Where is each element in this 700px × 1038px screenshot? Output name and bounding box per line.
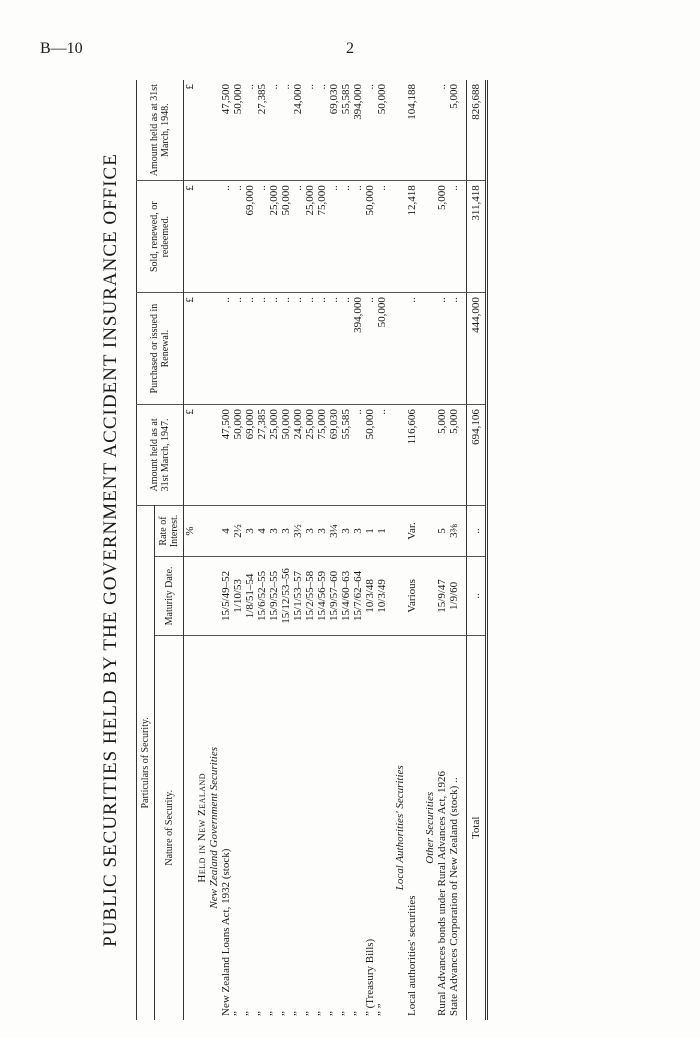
- amount-held-1947: 55,585: [340, 405, 352, 506]
- interest-rate: 4: [256, 505, 268, 556]
- maturity-date: 15/4/56–59: [316, 557, 328, 635]
- amount-purchased: 444,000: [467, 293, 487, 405]
- security-nature: ”: [340, 635, 352, 1020]
- amount-held-1947: ..: [376, 405, 388, 506]
- amount-purchased: 394,000: [352, 293, 364, 405]
- amount-purchased: ..: [340, 293, 352, 405]
- security-nature: New Zealand Loans Act, 1932 (stock): [220, 635, 232, 1020]
- table-row: [268, 80, 280, 1020]
- interest-rate: 3½: [292, 505, 304, 556]
- amount-held-1948: ..: [364, 84, 376, 90]
- interest-rate: 3: [352, 505, 364, 556]
- amount-purchased: ..: [244, 293, 256, 405]
- maturity-date: 15/9/47: [436, 557, 448, 635]
- amount-sold: ..: [232, 181, 244, 293]
- interest-rate: Var.: [406, 505, 418, 556]
- amount-sold: ..: [376, 181, 388, 293]
- table-row: [304, 80, 316, 1020]
- rotated-table-block: [100, 70, 680, 1030]
- amount-sold: 75,000: [316, 181, 328, 293]
- purchased-header: Purchased or issued in Renewal.: [137, 293, 184, 405]
- nature-header: Nature of Security.: [155, 635, 184, 1020]
- amount-held-1948: 50,000: [232, 84, 244, 115]
- amount-held-1947: 694,106: [467, 405, 487, 506]
- page-header: [40, 40, 660, 64]
- security-nature: ”: [256, 635, 268, 1020]
- amount-sold: 69,000: [244, 181, 256, 293]
- security-nature: ”: [244, 635, 256, 1020]
- total-row: [467, 80, 487, 1020]
- amount-purchased: 50,000: [376, 293, 388, 405]
- table-row: [406, 80, 418, 1020]
- held-1947-header: Amount held as at 31st March, 1947.: [137, 405, 184, 506]
- amount-held-1948: ..: [316, 84, 328, 90]
- table-row: [352, 80, 364, 1020]
- amount-held-1948: ..: [304, 84, 316, 90]
- amount-held-1947: 50,000: [280, 405, 292, 506]
- amount-purchased: ..: [268, 293, 280, 405]
- amount-purchased: ..: [436, 293, 448, 405]
- amount-sold: ..: [352, 181, 364, 293]
- interest-rate: 4: [220, 505, 232, 556]
- table-row: [280, 80, 292, 1020]
- amount-held-1948: 27,385: [256, 84, 268, 115]
- pound-unit: £: [184, 293, 197, 405]
- table-row: [256, 80, 268, 1020]
- maturity-date: 10/3/48: [364, 557, 376, 635]
- amount-purchased: ..: [220, 293, 232, 405]
- maturity-date: ..: [467, 557, 487, 635]
- interest-rate: 3: [316, 505, 328, 556]
- security-nature: ”: [304, 635, 316, 1020]
- amount-purchased: ..: [406, 293, 418, 405]
- maturity-date: 15/9/52–55: [268, 557, 280, 635]
- amount-purchased: ..: [328, 293, 340, 405]
- amount-purchased: ..: [316, 293, 328, 405]
- security-nature: Local authorities' securities: [406, 635, 418, 1020]
- amount-purchased: ..: [232, 293, 244, 405]
- interest-rate: 3: [244, 505, 256, 556]
- held-1948-header: Amount held as at 31st March, 1948.: [137, 80, 184, 181]
- amount-held-1948: ..: [436, 84, 448, 90]
- amount-held-1947: 50,000: [232, 405, 244, 506]
- maturity-date: 10/3/49: [376, 557, 388, 635]
- amount-purchased: ..: [304, 293, 316, 405]
- amount-held-1948: ..: [268, 84, 280, 90]
- section-heading: Held in New Zealand: [196, 635, 208, 1020]
- maturity-date: 15/6/52–55: [256, 557, 268, 635]
- amount-held-1947: 25,000: [268, 405, 280, 506]
- security-nature: ” (Treasury Bills): [364, 635, 376, 1020]
- maturity-date: 1/8/51–54: [244, 557, 256, 635]
- table-row: [376, 80, 388, 1020]
- amount-held-1947: 47,500: [220, 405, 232, 506]
- table-row: [232, 80, 244, 1020]
- table-row: [436, 80, 448, 1020]
- table-row: [292, 80, 304, 1020]
- sold-header: Sold, renewed, or redeemed.: [137, 181, 184, 293]
- subsection-heading: New Zealand Government Securities: [208, 635, 220, 1020]
- security-nature: ”: [268, 635, 280, 1020]
- amount-held-1948: 47,500: [220, 84, 232, 115]
- amount-held-1947: 27,385: [256, 405, 268, 506]
- amount-sold: 50,000: [280, 181, 292, 293]
- amount-held-1948: 69,030: [328, 84, 340, 115]
- maturity-header: Maturity Date.: [155, 557, 184, 635]
- pound-unit: £: [184, 84, 196, 90]
- document-reference: B—10: [40, 40, 83, 57]
- amount-sold: 25,000: [304, 181, 316, 293]
- amount-held-1947: 25,000: [304, 405, 316, 506]
- amount-held-1947: 50,000: [364, 405, 376, 506]
- interest-rate: 3¼: [328, 505, 340, 556]
- amount-held-1947: 116,606: [406, 405, 418, 506]
- amount-held-1948: 394,000: [352, 84, 364, 120]
- security-nature: ” ”: [376, 635, 388, 1020]
- amount-sold: ..: [448, 181, 460, 293]
- table-row: [448, 80, 460, 1020]
- interest-rate: 3⅜: [448, 505, 460, 556]
- maturity-date: 15/2/55–58: [304, 557, 316, 635]
- amount-held-1948: 50,000: [376, 84, 388, 115]
- amount-held-1947: 75,000: [316, 405, 328, 506]
- maturity-date: 15/9/57–60: [328, 557, 340, 635]
- amount-purchased: ..: [448, 293, 460, 405]
- amount-purchased: ..: [364, 293, 376, 405]
- amount-sold: 50,000: [364, 181, 376, 293]
- security-nature: ”: [328, 635, 340, 1020]
- amount-sold: ..: [292, 181, 304, 293]
- amount-sold: ..: [340, 181, 352, 293]
- security-nature: ”: [280, 635, 292, 1020]
- maturity-date: 15/5/49–52: [220, 557, 232, 635]
- amount-sold: ..: [328, 181, 340, 293]
- security-nature: ”: [352, 635, 364, 1020]
- security-nature: Rural Advances bonds under Rural Advances Act, 1926: [436, 635, 448, 1020]
- amount-purchased: ..: [292, 293, 304, 405]
- amount-sold: 5,000: [436, 181, 448, 293]
- amount-held-1947: 69,030: [328, 405, 340, 506]
- amount-sold: ..: [256, 181, 268, 293]
- maturity-date: 1/9/60: [448, 557, 460, 635]
- amount-held-1948: 826,688: [467, 80, 487, 181]
- interest-rate: 3: [280, 505, 292, 556]
- rate-header: Rate of Interest.: [155, 505, 184, 556]
- amount-purchased: ..: [256, 293, 268, 405]
- maturity-date: 15/7/62–64: [352, 557, 364, 635]
- amount-held-1947: ..: [352, 405, 364, 506]
- security-nature: ”: [316, 635, 328, 1020]
- maturity-date: 1/10/53: [232, 557, 244, 635]
- security-nature: Total: [467, 635, 487, 1020]
- interest-rate: 5: [436, 505, 448, 556]
- pound-unit: £: [184, 181, 197, 293]
- interest-rate: 3: [340, 505, 352, 556]
- table-title: PUBLIC SECURITIES HELD BY THE GOVERNMENT ACCIDENT INSURANCE OFFICE: [100, 153, 121, 947]
- amount-sold: ..: [220, 181, 232, 293]
- security-nature: ”: [292, 635, 304, 1020]
- pound-unit: £: [184, 405, 197, 506]
- amount-sold: 12,418: [406, 181, 418, 293]
- particulars-header: Particulars of Security.: [137, 505, 155, 1020]
- amount-held-1947: 5,000: [448, 405, 460, 506]
- amount-held-1948: 55,585: [340, 84, 352, 115]
- securities-table: [136, 80, 488, 1020]
- table-row: [220, 80, 232, 1020]
- maturity-date: 15/12/53–56: [280, 557, 292, 635]
- table-row: [328, 80, 340, 1020]
- amount-sold: 25,000: [268, 181, 280, 293]
- percent-unit: %: [184, 505, 197, 556]
- interest-rate: 2½: [232, 505, 244, 556]
- maturity-date: 15/1/53–57: [292, 557, 304, 635]
- table-row: [364, 80, 376, 1020]
- amount-sold: 311,418: [467, 181, 487, 293]
- amount-held-1947: 24,000: [292, 405, 304, 506]
- interest-rate: 1: [364, 505, 376, 556]
- amount-purchased: ..: [280, 293, 292, 405]
- amount-held-1948: 24,000: [292, 84, 304, 115]
- amount-held-1947: 69,000: [244, 405, 256, 506]
- subsection-heading: Local Authorities' Securities: [394, 635, 406, 1020]
- interest-rate: 3: [304, 505, 316, 556]
- amount-held-1948: 5,000: [448, 84, 460, 109]
- table-row: [340, 80, 352, 1020]
- interest-rate: 1: [376, 505, 388, 556]
- amount-held-1947: 5,000: [436, 405, 448, 506]
- security-nature: State Advances Corporation of New Zealand (stock) ..: [448, 635, 460, 1020]
- maturity-date: 15/4/60–63: [340, 557, 352, 635]
- interest-rate: ..: [467, 505, 487, 556]
- subsection-heading: Other Securities: [424, 635, 436, 1020]
- amount-held-1948: ..: [280, 84, 292, 90]
- interest-rate: 3: [268, 505, 280, 556]
- amount-held-1948: 104,188: [406, 84, 418, 120]
- security-nature: ”: [232, 635, 244, 1020]
- table-row: [316, 80, 328, 1020]
- table-row: [244, 80, 256, 1020]
- page-number: 2: [346, 40, 354, 57]
- maturity-date: Various: [406, 557, 418, 635]
- amount-held-1948: ..: [244, 84, 256, 90]
